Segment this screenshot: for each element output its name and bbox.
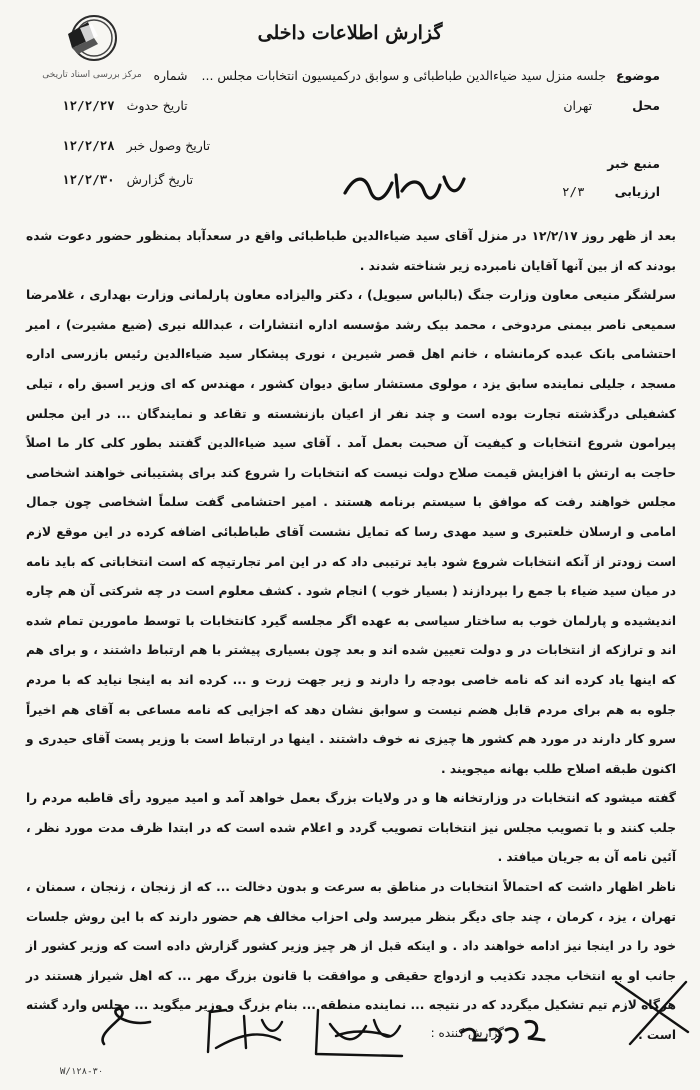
number-label: شماره — [153, 68, 188, 83]
place-value: تهران — [563, 98, 593, 113]
numeric-signature — [462, 1021, 544, 1042]
handwritten-name-2 — [316, 1010, 402, 1056]
body-paragraph-3: گفته میشود که انتخابات در وزارتخانه ها و در ولایات بزرگ بعمل خواهد آمد و امید میرود رأی قاطبه مردم را جلب کنند و با تصویب مجلس نیز انتخابات تصویب گردد و اعلام شده است که در ابتدا ظرف مدت مورد نظر ، آئین نامه آن به جریان میافتد . — [26, 791, 676, 865]
document-title: گزارش اطلاعات داخلی — [257, 22, 443, 44]
grade-value: ۲/۳ — [562, 184, 585, 199]
event-date-label: تاریخ حدوث — [126, 98, 188, 113]
reporter-label: گزارش کننده : — [430, 1026, 504, 1040]
body-paragraph-4: ناظر اظهار داشت که احتمالاً انتخابات در مناطق به سرعت و بدون دخالت ... که از زنجان ، زنجان ، سمنان ، تهران ، یزد ، کرمان ، چند جای دیگر بنظر میرسد ولی احزاب مخالف هم حضور دارند که با این روش جلسات خود را در اینجا نیز ادامه خواهند داد . و اینکه قبل از هر چیز وزیر کشور گزارش داده است که وزیر کشور از جانب او به انتخاب مجدد تکذیب و ازدواج حقیقی و موافقت با قانون بزرگ مهر ... که اهل شیراز هستند در هرگاه لازم تیم تشکیل میگردد که در نتیجه ... نماینده منطقه ... بنام بزرگ و وزیر میگوید ... مجلس وارد گشته است . — [26, 880, 676, 1043]
report-date-value: ۱۲/۲/۳۰ — [62, 172, 115, 187]
cross-mark — [616, 982, 688, 1044]
subject-label: موضوع — [615, 68, 660, 83]
handwritten-name-1 — [208, 1010, 282, 1052]
logo-text: مرکز بررسی اسناد تاریخی — [42, 70, 142, 80]
body-paragraph-1: بعد از ظهر روز ۱۲/۲/۱۷ در منزل آقای سید ضیاءالدین طباطبائی واقع در سعدآباد بمنظور حضور دعوت شده بودند که از بین آنها آقایان نامبرده زیر شناخته شدند . — [26, 229, 676, 273]
document-code: W/۱۲۸-۳۰ — [60, 1067, 104, 1077]
report-date-label: تاریخ گزارش — [126, 172, 194, 187]
source-label: منبع خبر — [607, 156, 660, 171]
subject-value: جلسه منزل سید ضیاءالدین طباطبائی و سوابق درکمیسیون انتخابات مجلس ... — [201, 68, 606, 83]
grade-label: ارزیابی — [614, 184, 660, 199]
received-date-label: تاریخ وصول خبر — [126, 138, 211, 153]
body-paragraph-2: سرلشگر منیعی معاون وزارت جنگ (بالباس سیویل) ، دکتر والیزاده معاون پارلمانی وزارت بهداری ، غلامرضا سمیعی ناصر بیمنی مردوخی ، محمد بیک رشد مؤسسه اداره انتشارات ، عبدالله نیری (ضیع مشیرت) ، امیر احتشامی بانک عبده کرمانشاه ، خانم اهل قصر شیرین ، نوری پیشکار سید ضیاءالدین رئیس بازرسی اداره مسجد ، جلیلی نماینده سابق یزد ، مولوی مستشار سابق دیوان کشور ، مهندس که ای وزیر اسبق راه ، تیلی کشفیلی درگذشته تجارت بوده است و چند نفر از اعیان بازنشسته و تقاعد و نمایندگان ... در این مجلس پیرامون شروع انتخابات و کیفیت آن صحبت بعمل آمد . آقای سید ضیاءالدین گفتند بطور کلی کار ما اصلاً حاجت به ارتش با افزایش قیمت صلاح دولت نیست که انتخابات را شروع کند برای پشتیبانی خواهند اشخاصی مجلس خواهند رفت که موافق با سیستم برنامه هستند . امیر احتشامی گفت سلماً اشخاصی چون جمال امامی و ارسلان خلعتبری و سید مهدی رسا که تمایل نشست آقای طباطبائی اضافه کرده در این موقع لازم است زودتر از آنکه انتخابات شروع شود باید ترتیبی داد که در این امر تجارتیچه که است انتخاباتی که باید نامه در میان سید ضیاء با جمع را بپردازند ( بسیار خوب ) انجام شود . کشف معلوم است در چه شرکتی آن هم چاره اندیشیده و پارلمان خوب به ساختار سیاسی به عهده اگر مجلسه گیرد کانتخابات با توسط مامورین تمام شده اند و ترازکه از انتخابات در و دولت تعیین شده اند و بعد چون بسیاری پیشتر با هم ارتباط داشتند ، و برای هم که اینها یاد کرده اند که نامه خاصی بودجه را دارند و زیر جهت زرت و ... کرده اند به اینجا نیاید که با مردم جلوه به هم برای مردم قابل هضم نیست و سوابق نشان دهد که اجزایی که نامه مساعی به آقای هم اخیراً سرو کار دارند در مورد هم کشور ها چیزی نه خوف داشتند . اینها در ارتباط است با وزیر پست آقای حیدری و اکنون طبقه اصلاح طلب بهانه میجویند . — [26, 288, 676, 776]
received-date-value: ۱۲/۲/۲۸ — [62, 138, 115, 153]
left-scribble — [103, 1009, 150, 1044]
event-date-value: ۱۲/۲/۲۷ — [62, 98, 115, 113]
place-label: محل — [632, 98, 660, 113]
